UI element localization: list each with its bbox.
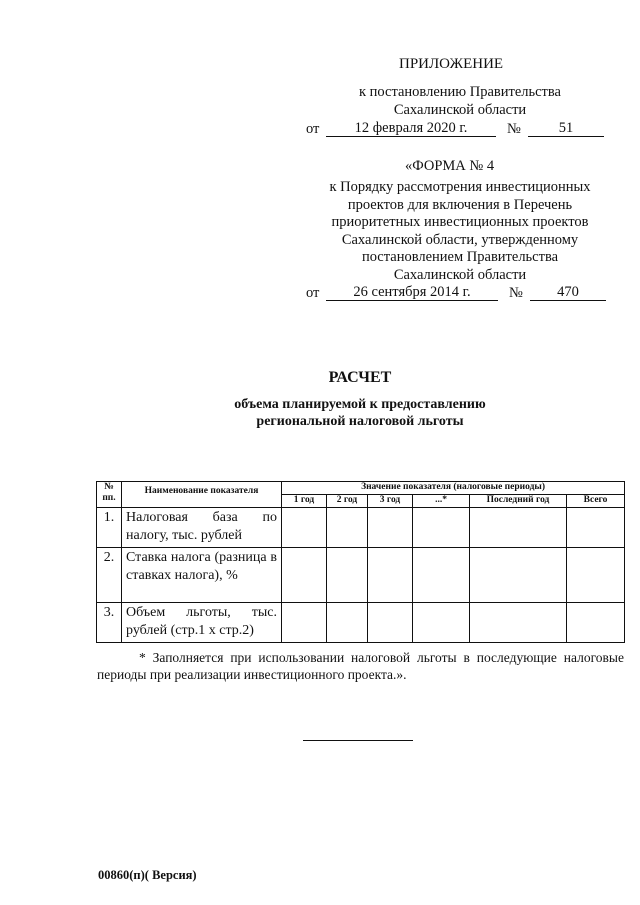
value-cell — [470, 548, 567, 603]
value-cell — [327, 548, 368, 603]
row-number: 1. — [97, 508, 122, 548]
form-date: 26 сентября 2014 г. — [353, 284, 471, 300]
row-indicator-name: Ставка налога (разница в ставках налога), % — [122, 548, 282, 603]
form-line: Сахалинской области, утвержденному — [341, 231, 579, 248]
value-cell — [282, 508, 327, 548]
form-line: приоритетных инвестиционных проектов — [331, 214, 589, 230]
value-cell — [282, 548, 327, 603]
header-no: № пп. — [97, 482, 122, 508]
calculation-table — [96, 481, 625, 643]
region-line: Сахалинской области — [393, 102, 527, 118]
header-period-last: Последний год — [470, 495, 567, 508]
row-indicator-name: Налоговая база по налогу, тыс. рублей — [122, 508, 282, 548]
row-indicator-name: Объем льготы, тыс. рублей (стр.1 х стр.2) — [122, 603, 282, 643]
value-cell — [327, 603, 368, 643]
value-cell — [368, 603, 413, 643]
document-title: РАСЧЕТ — [328, 369, 392, 386]
value-cell — [567, 508, 625, 548]
document-subtitle-1: объема планируемой к предоставлению — [234, 397, 486, 412]
value-cell — [413, 548, 470, 603]
form-line: к Порядку рассмотрения инвестиционных — [329, 179, 591, 195]
header-period-2: 2 год — [327, 495, 368, 508]
header-value-group: Значение показателя (налоговые периоды) — [282, 482, 625, 495]
resolution-date: 12 февраля 2020 г. — [354, 120, 468, 136]
table-row — [97, 603, 625, 643]
resolution-number: 51 — [558, 120, 574, 136]
value-cell — [413, 508, 470, 548]
value-cell — [470, 508, 567, 548]
value-cell — [470, 603, 567, 643]
row-number: 3. — [97, 603, 122, 643]
form-description — [300, 179, 620, 284]
document-code: 00860(п)( Версия) — [98, 868, 197, 882]
from-label: от — [306, 121, 320, 137]
header-indicator-name: Наименование показателя — [122, 482, 282, 508]
value-cell — [327, 508, 368, 548]
table-row — [97, 508, 625, 548]
value-cell — [567, 548, 625, 603]
value-cell — [368, 548, 413, 603]
value-cell — [368, 508, 413, 548]
form-from-label: от — [306, 285, 320, 301]
footnote: * Заполняется при использовании налоговой льготы в последующие налоговые периоды при реализации инвестиционного проекта.». — [97, 650, 624, 682]
closing-rule — [303, 740, 413, 741]
value-cell — [282, 603, 327, 643]
appendix-heading: ПРИЛОЖЕНИЕ — [399, 56, 504, 72]
resolution-line: к постановлению Правительства — [359, 84, 561, 100]
header-period-3: 3 год — [368, 495, 413, 508]
form-number-label: № — [509, 285, 523, 301]
form-line: Сахалинской области — [393, 266, 527, 283]
header-total: Всего — [567, 495, 625, 508]
form-line: постановлением Правительства — [361, 249, 559, 265]
form-title: «ФОРМА № 4 — [405, 158, 495, 174]
value-cell — [413, 603, 470, 643]
value-cell — [567, 603, 625, 643]
table-row — [97, 548, 625, 603]
row-number: 2. — [97, 548, 122, 603]
document-subtitle-2: региональной налоговой льготы — [256, 414, 464, 429]
header-period-more: ...* — [413, 495, 470, 508]
number-label: № — [507, 121, 521, 137]
form-line: проектов для включения в Перечень — [347, 196, 573, 213]
form-number: 470 — [557, 284, 579, 300]
header-period-1: 1 год — [282, 495, 327, 508]
